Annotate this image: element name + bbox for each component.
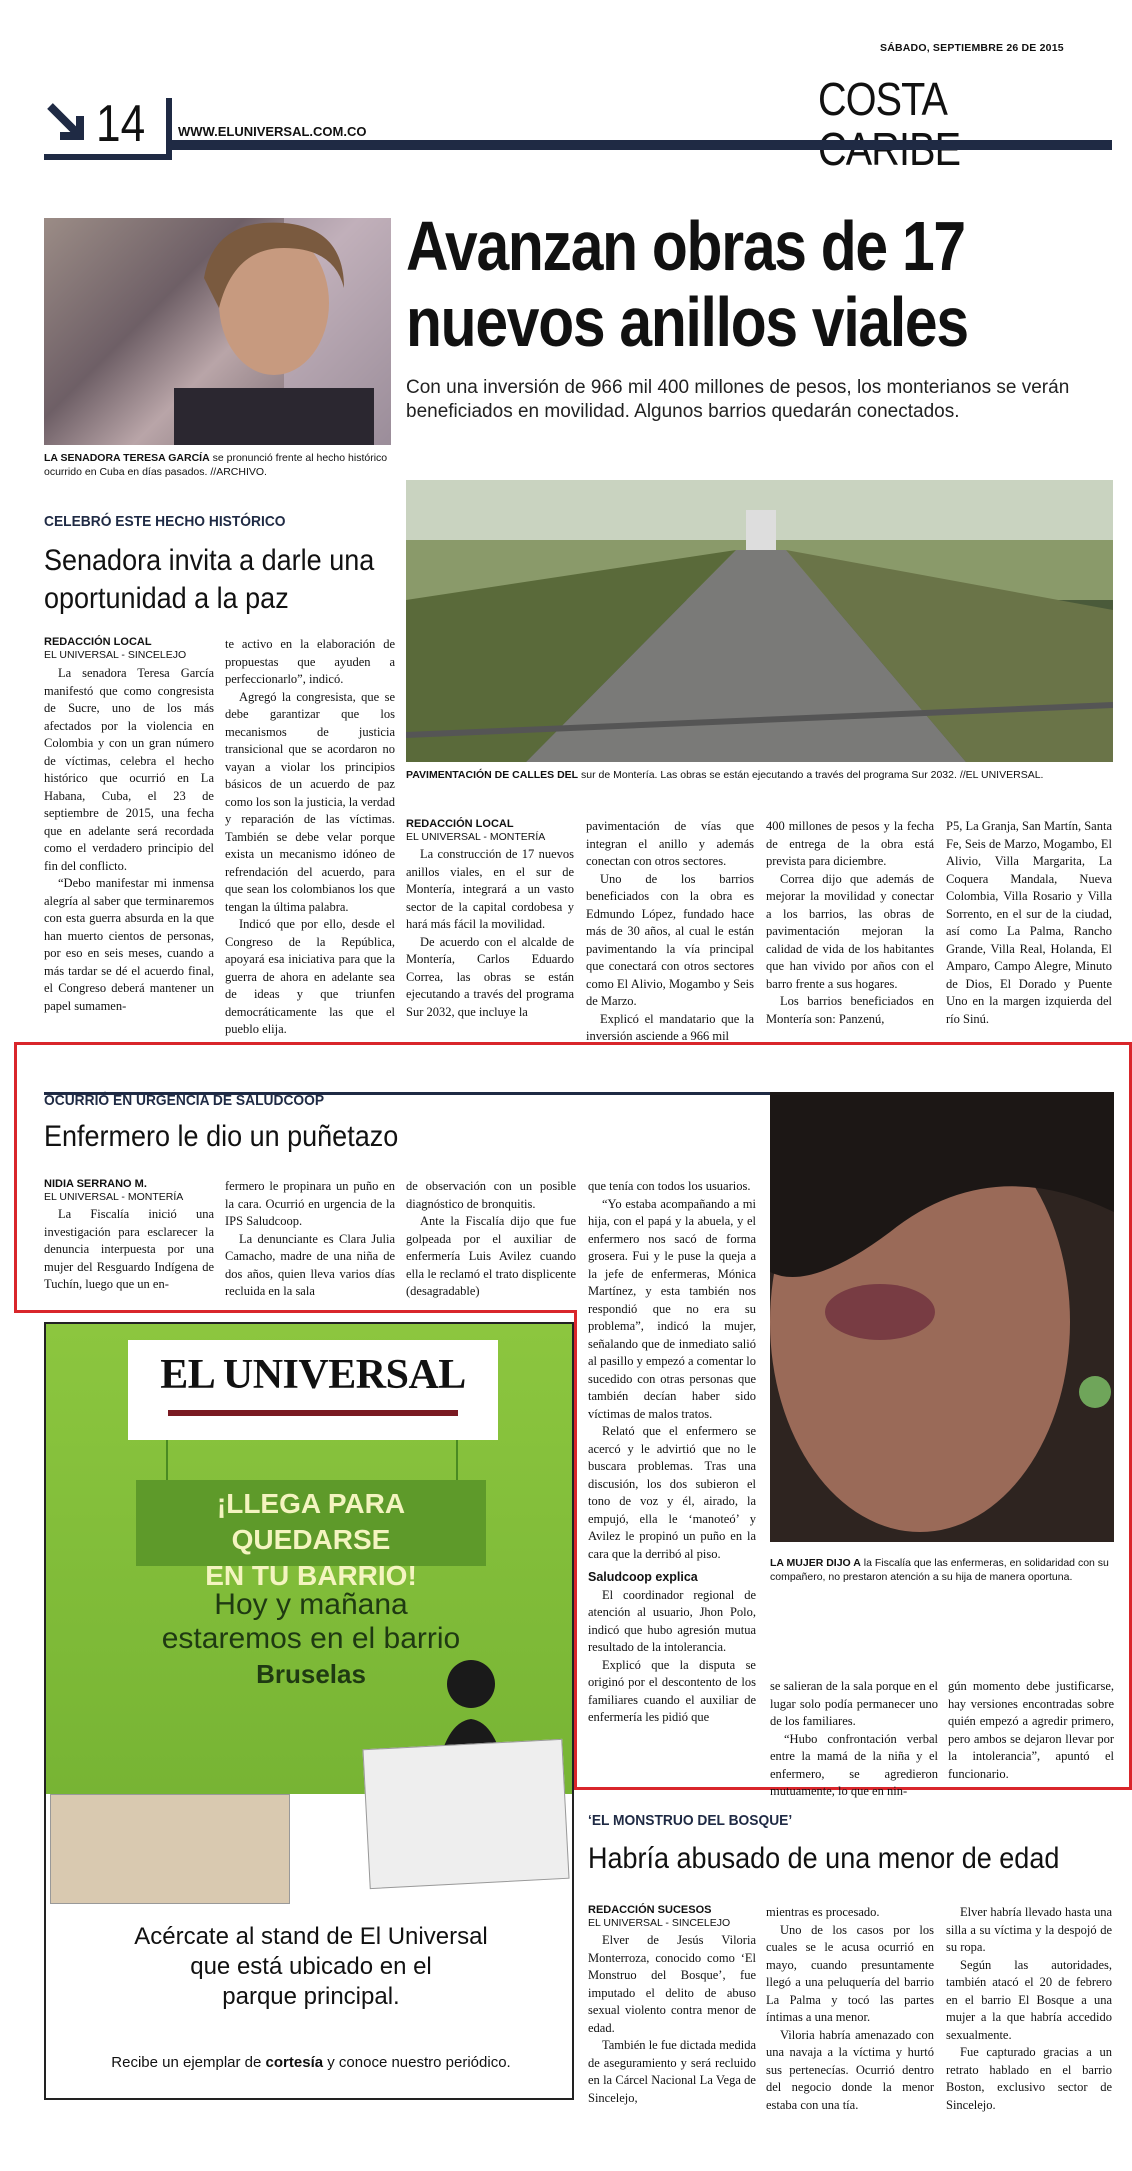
main-col-2: pavimentación de vías que integran el anillo y además conectan con otros sectores. Uno de los barrios beneficiados con la obra es Edmundo López, fundado hace más de 30 años, al cual le están pavimentando la vía principal que conectará con otros sectores como El Alivio, Mogambo y Seis de Marzo. Explicó el mandatario que la inversión asciende a 966 mil <box>586 819 754 1043</box>
main-col-1: La construcción de 17 nuevos anillos viales, en el sur de Montería, integrará a un vasto sector de la capital cordobesa y hará más fácil la movilidad. De acuerdo con el alcalde de Montería, Carlos Eduardo Correa, las obras se están ejecutando a través del programa Sur 2032, que incluye la <box>406 847 574 1019</box>
woman-photo <box>770 1092 1114 1542</box>
main-col-4: P5, La Granja, San Martín, Santa Fe, Seis de Marzo, Mogambo, El Alivio, Villa Margarita, La Coquera Mandala, Nueva Colombia, Villa Rosario y Villa Sorrento, en el sur de la ciudad, así como La Palma, Rancho Grande, Villa Real, Holanda, El Amparo, Campo Alegre, Minuto de Dios, El Dorado y Puente Uno en la margen izquierda del río Sinú. <box>946 819 1112 1026</box>
monster-col-2: mientras es procesado. Uno de los casos por los cuales se le acusa ocurrió en mayo, cuando presuntamente llegó a una peluquería del barrio La Palma y tocó las partes íntimas a una menor. Viloria habría amenazado con una navaja a la víctima y hurtó sus pertenecías. Ocurrió dentro del negocio donde la menor estaba con una tía. <box>766 1905 934 2112</box>
ad-slogan-sign <box>136 1480 486 1591</box>
main-headline: Avanzan obras de 17 nuevos anillos viales <box>406 207 968 361</box>
road-photo <box>406 480 1113 762</box>
main-subheadline: Con una inversión de 966 mil 400 millones de pesos, los monterianos se verán beneficiados en movilidad. Algunos barrios quedarán conectados. <box>406 377 1070 422</box>
ad-magazine <box>50 1794 290 1904</box>
ad-bottom-1: Acércate al stand de El Universal <box>134 1923 488 1950</box>
ad-brand-card <box>128 1340 498 1440</box>
ad-slogan-1: ¡LLEGA PARA QUEDARSE <box>216 1488 406 1555</box>
date-line: SÁBADO, SEPTIEMBRE 26 DE 2015 <box>880 42 1064 54</box>
ad-brand-bar <box>168 1410 458 1416</box>
monster-col-1: Elver de Jesús Viloria Monterroza, conocido como ‘El Monstruo del Bosque’, fue imputado el delito de abuso sexual violento contra menor de edad. También le fue dictada medida de aseguramiento y será recluido en la Cárcel Nacional La Vega de Sincelejo, <box>588 1933 756 2105</box>
nurse-col-3: de observación con un posible diagnóstico de bronquitis. Ante la Fiscalía dijo que fue golpeada por el auxiliar de enfermería Luis Avilez cuando ella le reclamó el trato displicente (desagradable) <box>406 1179 576 1298</box>
ad-bottom-2: que está ubicado en el <box>190 1953 432 1980</box>
nurse-kicker: OCURRIÓ EN URGENCIA DE SALUDCOOP <box>44 1092 325 1109</box>
arrow-down-right-icon <box>46 100 90 144</box>
monster-byline: REDACCIÓN SUCESOS EL UNIVERSAL - SINCELEJO <box>588 1904 731 1929</box>
senator-col-2: te activo en la elaboración de propuestas que ayuden a perfeccionarlo”, indicó. Agregó la congresista, que se debe garantizar que los mecanismos de justicia transicional que se acordaron no vayan a violar los principios básicos de un acuerdo de paz como los son la justicia, la verdad y reparación de las víctimas. También se debe velar porque exista un mecanismo idóneo de refrendación del acuerdo, para que sean los colombianos los que tengan la última palabra. Indicó que por ello, desde el Congreso de la República, apoyará esa iniciativa para que la guerra de ahora en adelante sea de ideas y que triunfen democráticamente las que el pueblo elija. <box>225 637 395 1036</box>
page-number-box <box>44 95 172 160</box>
senator-headline: Senadora invita a darle una oportunidad a la paz <box>44 544 375 615</box>
senator-col-1: La senadora Teresa García manifestó que como congresista de Sucre, uno de los más afectados por la violencia en Colombia y con un gran número de víctimas, celebra el hecho histórico que ocurrió en La Habana, Cuba, el 23 de septiembre de 2015, una fecha que en adelante será recordada como el verdadero principio del fin del conflicto. “Debo manifestar mi inmensa alegría al saber que terminaremos con esta guerra absurda en la que han muerto cientos de personas, por eso en seis meses, cuando a más tardar se dé el acuerdo final, el Congreso deberá mantener un papel sumamen- <box>44 666 214 1013</box>
road-photo-caption: PAVIMENTACIÓN DE CALLES DEL sur de Montería. Las obras se están ejecutando a través del programa Sur 2032. //EL UNIVERSAL. <box>406 769 1044 781</box>
ad-panel[interactable] <box>44 1322 574 2100</box>
senator-kicker: CELEBRÓ ESTE HECHO HISTÓRICO <box>44 513 286 530</box>
nurse-subhead: Saludcoop explica <box>588 1570 698 1584</box>
ad-footer: Recibe un ejemplar de cortesía y conoce nuestro periódico. <box>111 2054 511 2071</box>
nurse-col-2: fermero le propinara un puño en la cara. Ocurrió en urgencia de la IPS Saludcoop. La denunciante es Clara Julia Camacho, madre de una niña de dos años, quien lleva varios días recluida en la sala <box>225 1179 395 1298</box>
ad-brand: EL UNIVERSAL <box>160 1352 466 1398</box>
masthead-rule <box>172 140 1112 150</box>
ad-line-2: estaremos en el barrio <box>161 1622 461 1655</box>
nurse-col-4: que tenía con todos los usuarios. “Yo estaba acompañando a mi hija, con el papá y la abuela, y el enfermero nos sacó de forma grosera. Fui y le puse la queja a la jefe de enfermeras, Mónica Martínez, y esta también nos respondió que no era su problema”, indicó la mujer, señalando que de inmediato salió al pasillo y empezó a comentar lo sucedido con otras personas que también decían haber sido víctimas de malos tratos. Relató que el enfermero se acercó y le advirtió que no le buscara problemas. Tras una discusión, los dos subieron el tono de voz y él, airado, la empujó, ella le ‘manoteó’ y Avilez le propinó un puño en la cara que la derribó al piso. Saludcoop explica El coordinador regional de atención al usuario, Jhon Polo, indicó que hubo agresión mutua resultado de la intolerancia. Explicó que la disputa se originó por el descontento de los familiares cuando el auxiliar de enfermería les pidió que <box>588 1179 756 1724</box>
highlight-box-step <box>14 1310 577 1313</box>
website-link[interactable]: WWW.ELUNIVERSAL.COM.CO <box>178 124 367 139</box>
ad-rope-right <box>456 1440 458 1480</box>
main-col-3: 400 millones de pesos y la fecha de entrega de la obra está prevista para diciembre. Correa dijo que además de mejorar la movilidad y conectar a los barrios, las obras de pavimentación mejoran la calidad de vida de los habitantes que han vivido por años con el barro frente a sus hogares. Los barrios beneficiados en Montería son: Panzenú, <box>766 819 934 1026</box>
nurse-col-5: se salieran de la sala porque en el lugar solo podía permanecer uno de los familiares. “Hubo confrontación verbal entre la mamá de la niña y el enfermero, se agredieron mutuamente, lo que en nin- <box>770 1679 938 1798</box>
ad-barrio: Bruselas <box>256 1659 366 1689</box>
nurse-col-6: gún momento debe justificarse, hay versiones encontradas sobre quién empezó a agredir primero, pero ambos se dejaron llevar por la intolerancia”, apuntó el funcionario. <box>948 1679 1114 1781</box>
section-title: COSTA <box>818 73 945 125</box>
ad-rope-left <box>166 1440 168 1480</box>
ad-line-1: Hoy y mañana <box>214 1588 408 1621</box>
page-number: 14 <box>96 95 146 153</box>
monster-col-3: Elver habría llevado hasta una silla a su víctima y la despojó de su ropa. Según las autoridades, también atacó el 20 de febrero en el barrio El Bosque a una mujer a la que habría accedido sexualmente. Fue capturado gracias a un retrato hablado en el barrio Boston, exclusivo sector de Sincelejo. <box>946 1905 1112 2112</box>
senator-byline: REDACCIÓN LOCAL EL UNIVERSAL - SINCELEJO <box>44 636 187 661</box>
nurse-headline: Enfermero le dio un puñetazo <box>44 1120 399 1153</box>
main-byline: REDACCIÓN LOCAL EL UNIVERSAL - MONTERÍA <box>406 818 546 843</box>
monster-headline: Habría abusado de una menor de edad <box>588 1842 1060 1875</box>
ad-bottom-3: parque principal. <box>222 1983 400 2010</box>
senator-photo-caption: LA SENADORA TERESA GARCÍA se pronunció frente al hecho histórico ocurrido en Cuba en días pasados. //ARCHIVO. <box>44 452 388 478</box>
woman-photo-caption: LA MUJER DIJO A la Fiscalía que las enfermeras, en solidaridad con su compañero, no prestaron atención a su hija de manera oportuna. <box>770 1557 1109 1583</box>
ad-newspapers <box>362 1739 569 1889</box>
ad-slogan-2: EN TU BARRIO! <box>205 1560 417 1591</box>
nurse-byline: NIDIA SERRANO M. EL UNIVERSAL - MONTERÍA <box>44 1178 184 1203</box>
monster-kicker: ‘EL MONSTRUO DEL BOSQUE’ <box>588 1812 793 1829</box>
senator-photo <box>44 218 391 445</box>
nurse-col-1: La Fiscalía inició una investigación para esclarecer la denuncia interpuesta por una mujer del Resguardo Indígena de Tuchín, luego que un en- <box>44 1207 214 1291</box>
